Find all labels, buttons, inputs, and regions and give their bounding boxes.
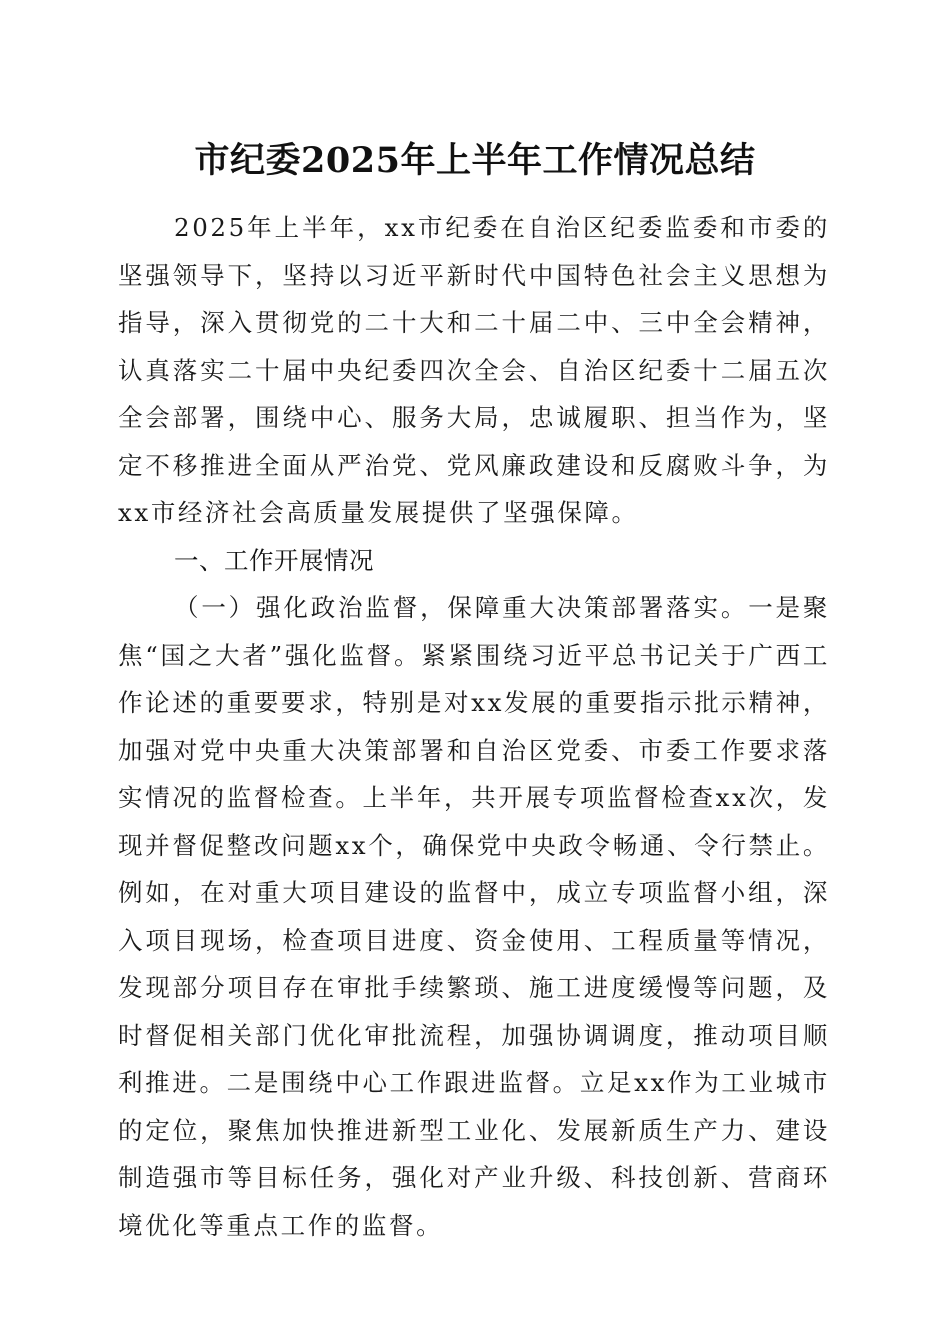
section-heading-work-progress: 一、工作开展情况 [174,545,374,575]
subsection-body-text: 一是聚焦“国之大者”强化监督。紧紧围绕习近平总书记关于广西工作论述的重要要求，特别是对xx发展的重要指示批示精神，加强对党中央重大决策部署和自治区党委、市委工作要求落实情况的监督检查。上半年，共开展专项监督检查xx次，发现并督促整改问题xx个，确保党中央政令畅通、令行禁止。例如，在对重大项目建设的监督中，成立专项监督小组，深入项目现场，检查项目进度、资金使用、工程质量等情况，发现部分项目存在审批手续繁琐、施工进度缓慢等问题，及时督促相关部门优化审批流程，加强协调调度，推动项目顺利推进。二是围绕中心工作跟进监督。立足xx作为工业城市的定位，聚焦加快推进新型工业化、发展新质生产力、建设制造强市等目标任务，强化对产业升级、科技创新、营商环境优化等重点工作的监督。 [118,593,830,1240]
subsection-heading: （一）强化政治监督，保障重大决策部署落实。 [174,593,749,622]
subsection-paragraph-political-supervision [118,584,830,1249]
document-body [118,204,830,1249]
document-title: 市纪委2025年上半年工作情况总结 [194,140,756,181]
intro-paragraph: 2025年上半年，xx市纪委在自治区纪委监委和市委的坚强领导下，坚持以习近平新时代中国特色社会主义思想为指导，深入贯彻党的二十大和二十届二中、三中全会精神，认真落实二十届中央纪委四次全会、自治区纪委十二届五次全会部署，围绕中心、服务大局，忠诚履职、担当作为，坚定不移推进全面从严治党、党风廉政建设和反腐败斗争，为xx市经济社会高质量发展提供了坚强保障。 [118,213,830,527]
